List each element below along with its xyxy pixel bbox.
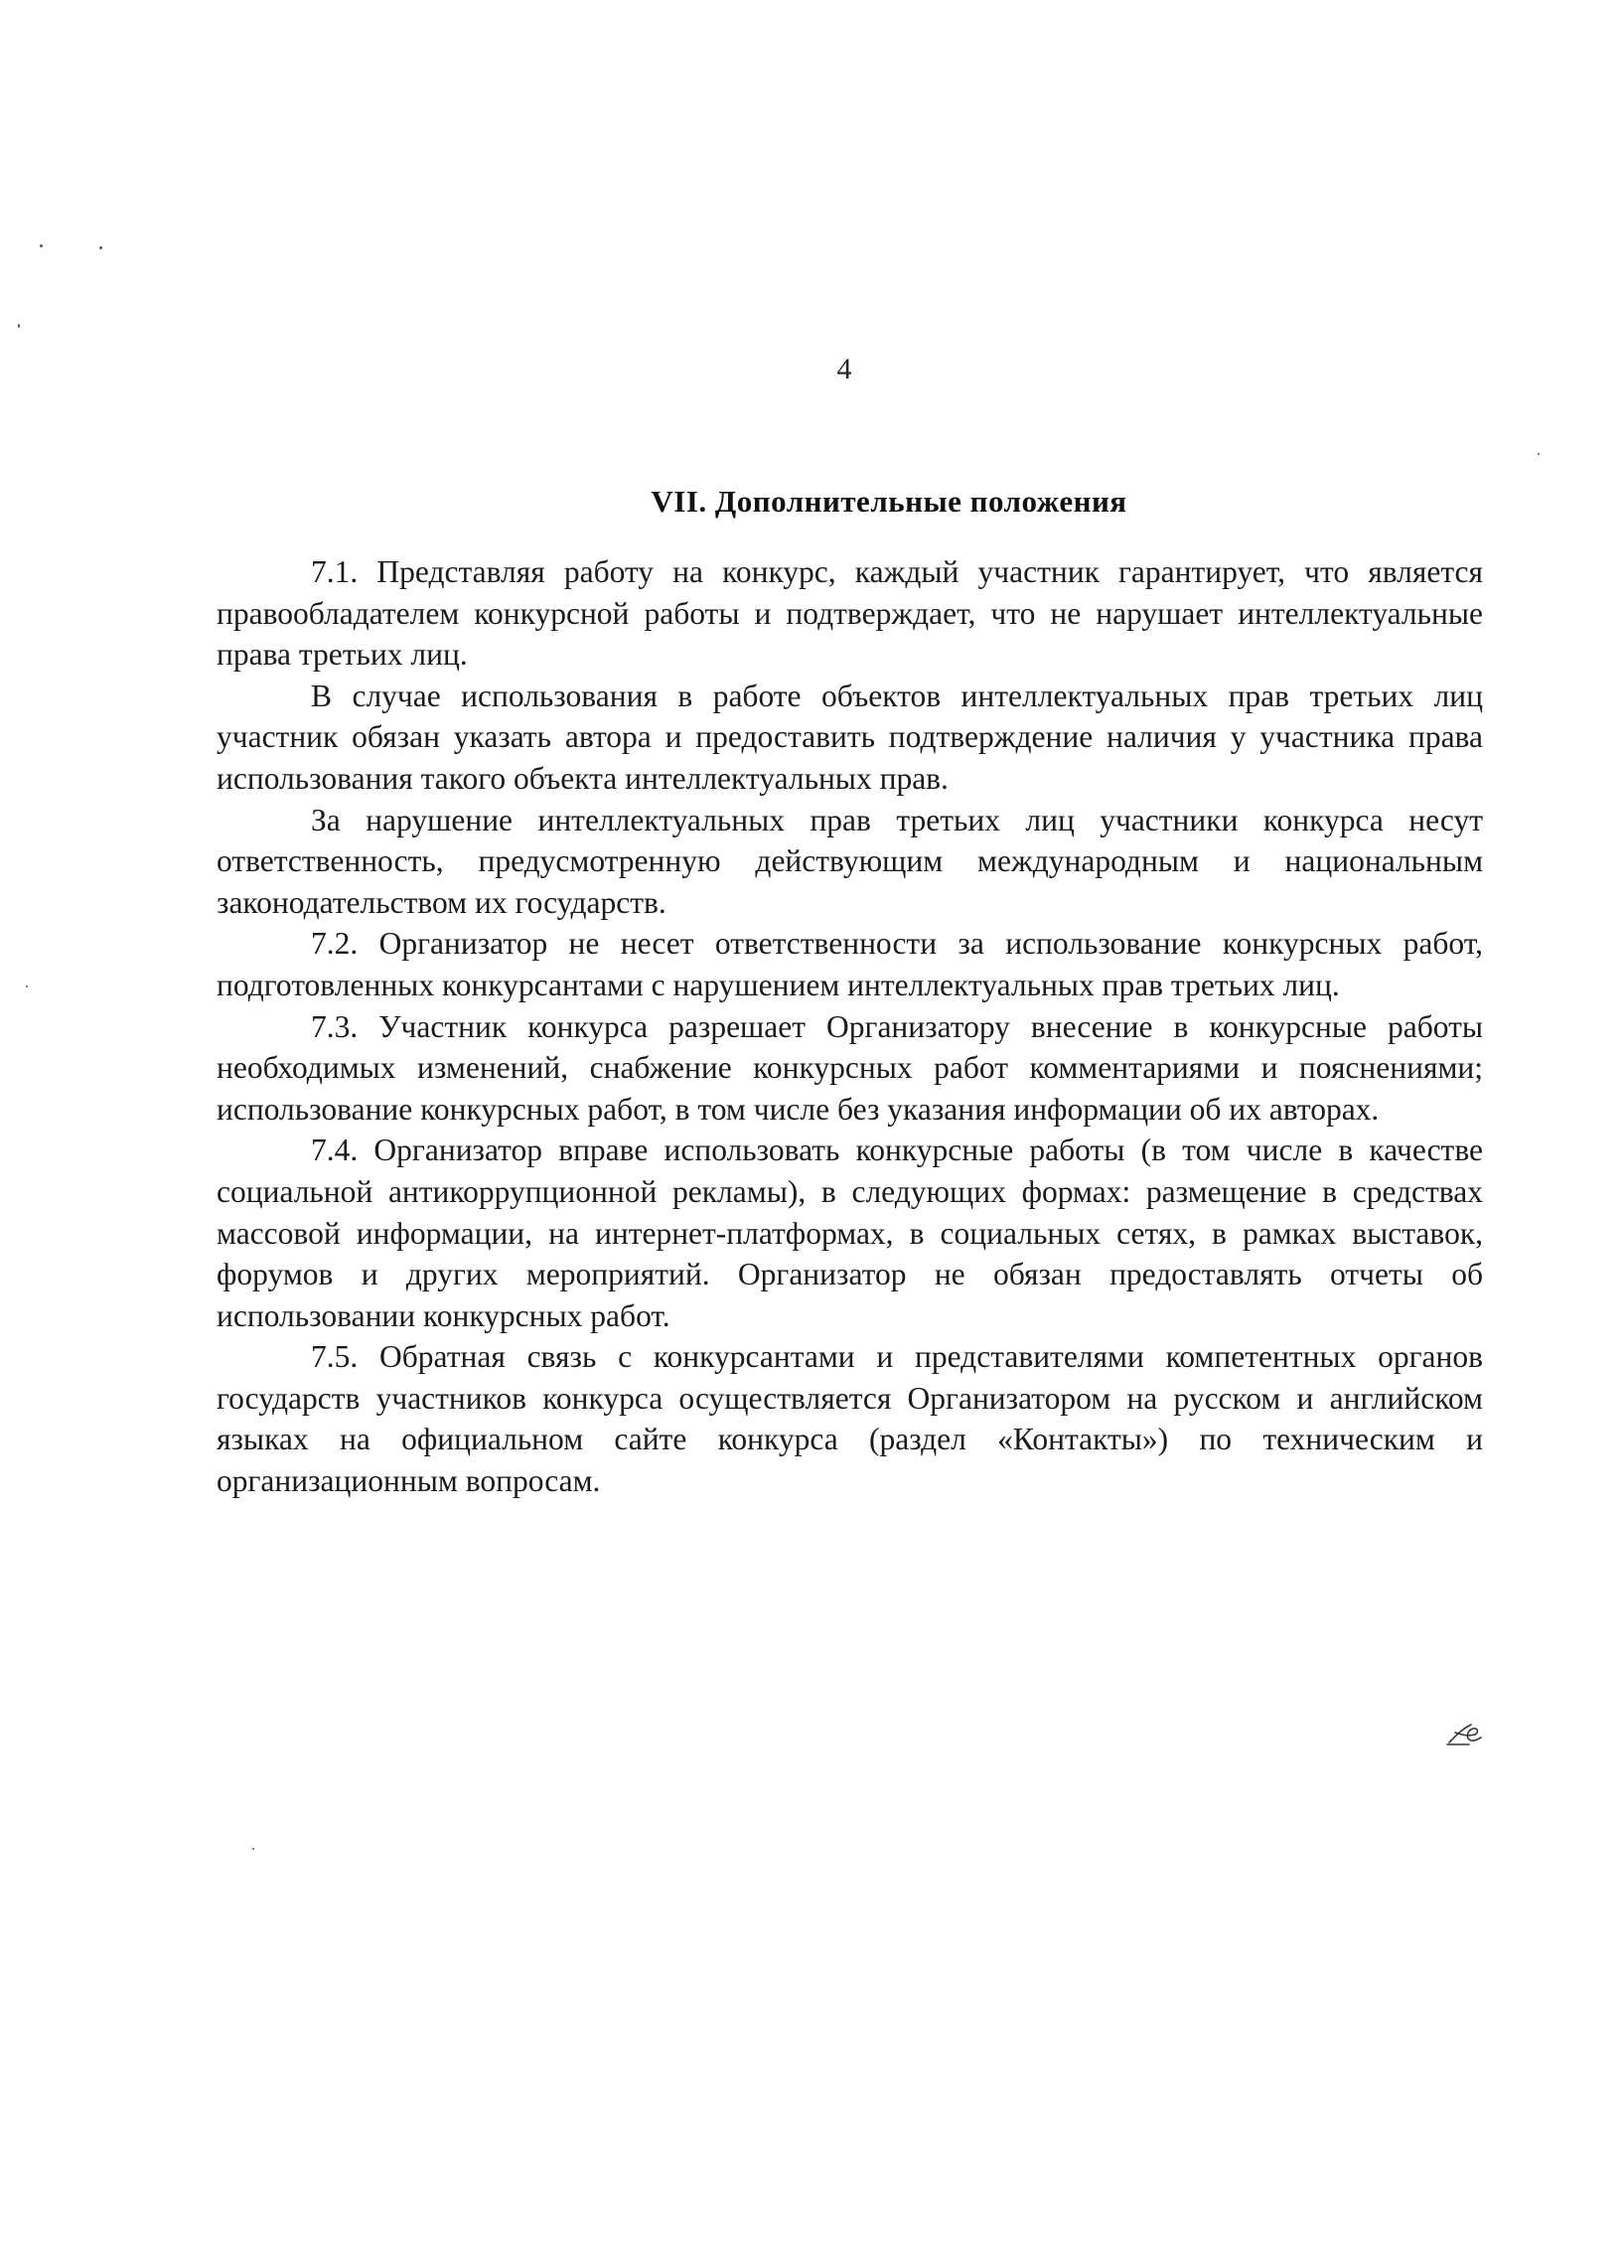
scan-speck	[252, 1848, 254, 1850]
paragraph-7-1-rights: В случае использования в работе объектов интеллектуальных прав третьих лиц участник обязан указать автора и предоставить подтверждение наличия у участника права использования такого объекта интеллектуальных прав.	[217, 678, 1483, 796]
handwritten-initials-icon	[1445, 1721, 1483, 1746]
scan-speck	[1538, 453, 1540, 455]
scan-speck	[26, 985, 28, 987]
page-number: 4	[836, 353, 852, 385]
paragraph-7-5: 7.5. Обратная связь с конкурсантами и представителями компетентных органов государств участников конкурса осуществляется Организатором на русском и английском языках на официальном сайте конкурса (раздел «Контакты») по техническим и организационным вопросам.	[217, 1339, 1483, 1499]
paragraph-7-1: 7.1. Представляя работу на конкурс, каждый участник гарантирует, что является правообладателем конкурсной работы и подтверждает, что не нарушает интеллектуальные права третьих лиц.	[217, 554, 1483, 673]
paragraph-7-2: 7.2. Организатор не несет ответственности за использование конкурсных работ, подготовленных конкурсантами с нарушением интеллектуальных прав третьих лиц.	[217, 926, 1483, 1002]
paragraph-7-3: 7.3. Участник конкурса разрешает Организатору внесение в конкурсные работы необходимых изменений, снабжение конкурсных работ комментариями и пояснениями; использование конкурсных работ, в том числе без указания информации об их авторах.	[217, 1008, 1483, 1127]
scan-speck	[99, 246, 102, 249]
scan-speck	[18, 324, 20, 328]
scan-speck	[40, 244, 43, 247]
paragraph-7-1-liability: За нарушение интеллектуальных прав третьих лиц участники конкурса несут ответственность, предусмотренную действующим международным и национальным законодательством их государств.	[217, 802, 1483, 920]
section-title: VII. Дополнительные положения	[651, 484, 1127, 519]
document-body	[217, 551, 1483, 1502]
paragraph-7-4: 7.4. Организатор вправе использовать конкурсные работы (в том числе в качестве социальной антикоррупционной рекламы), в следующих формах: размещение в средствах массовой информации, на интернет-платформах, в социальных сетях, в рамках выставок, форумов и других мероприятий. Организатор не обязан предоставлять отчеты об использовании конкурсных работ.	[217, 1133, 1483, 1333]
